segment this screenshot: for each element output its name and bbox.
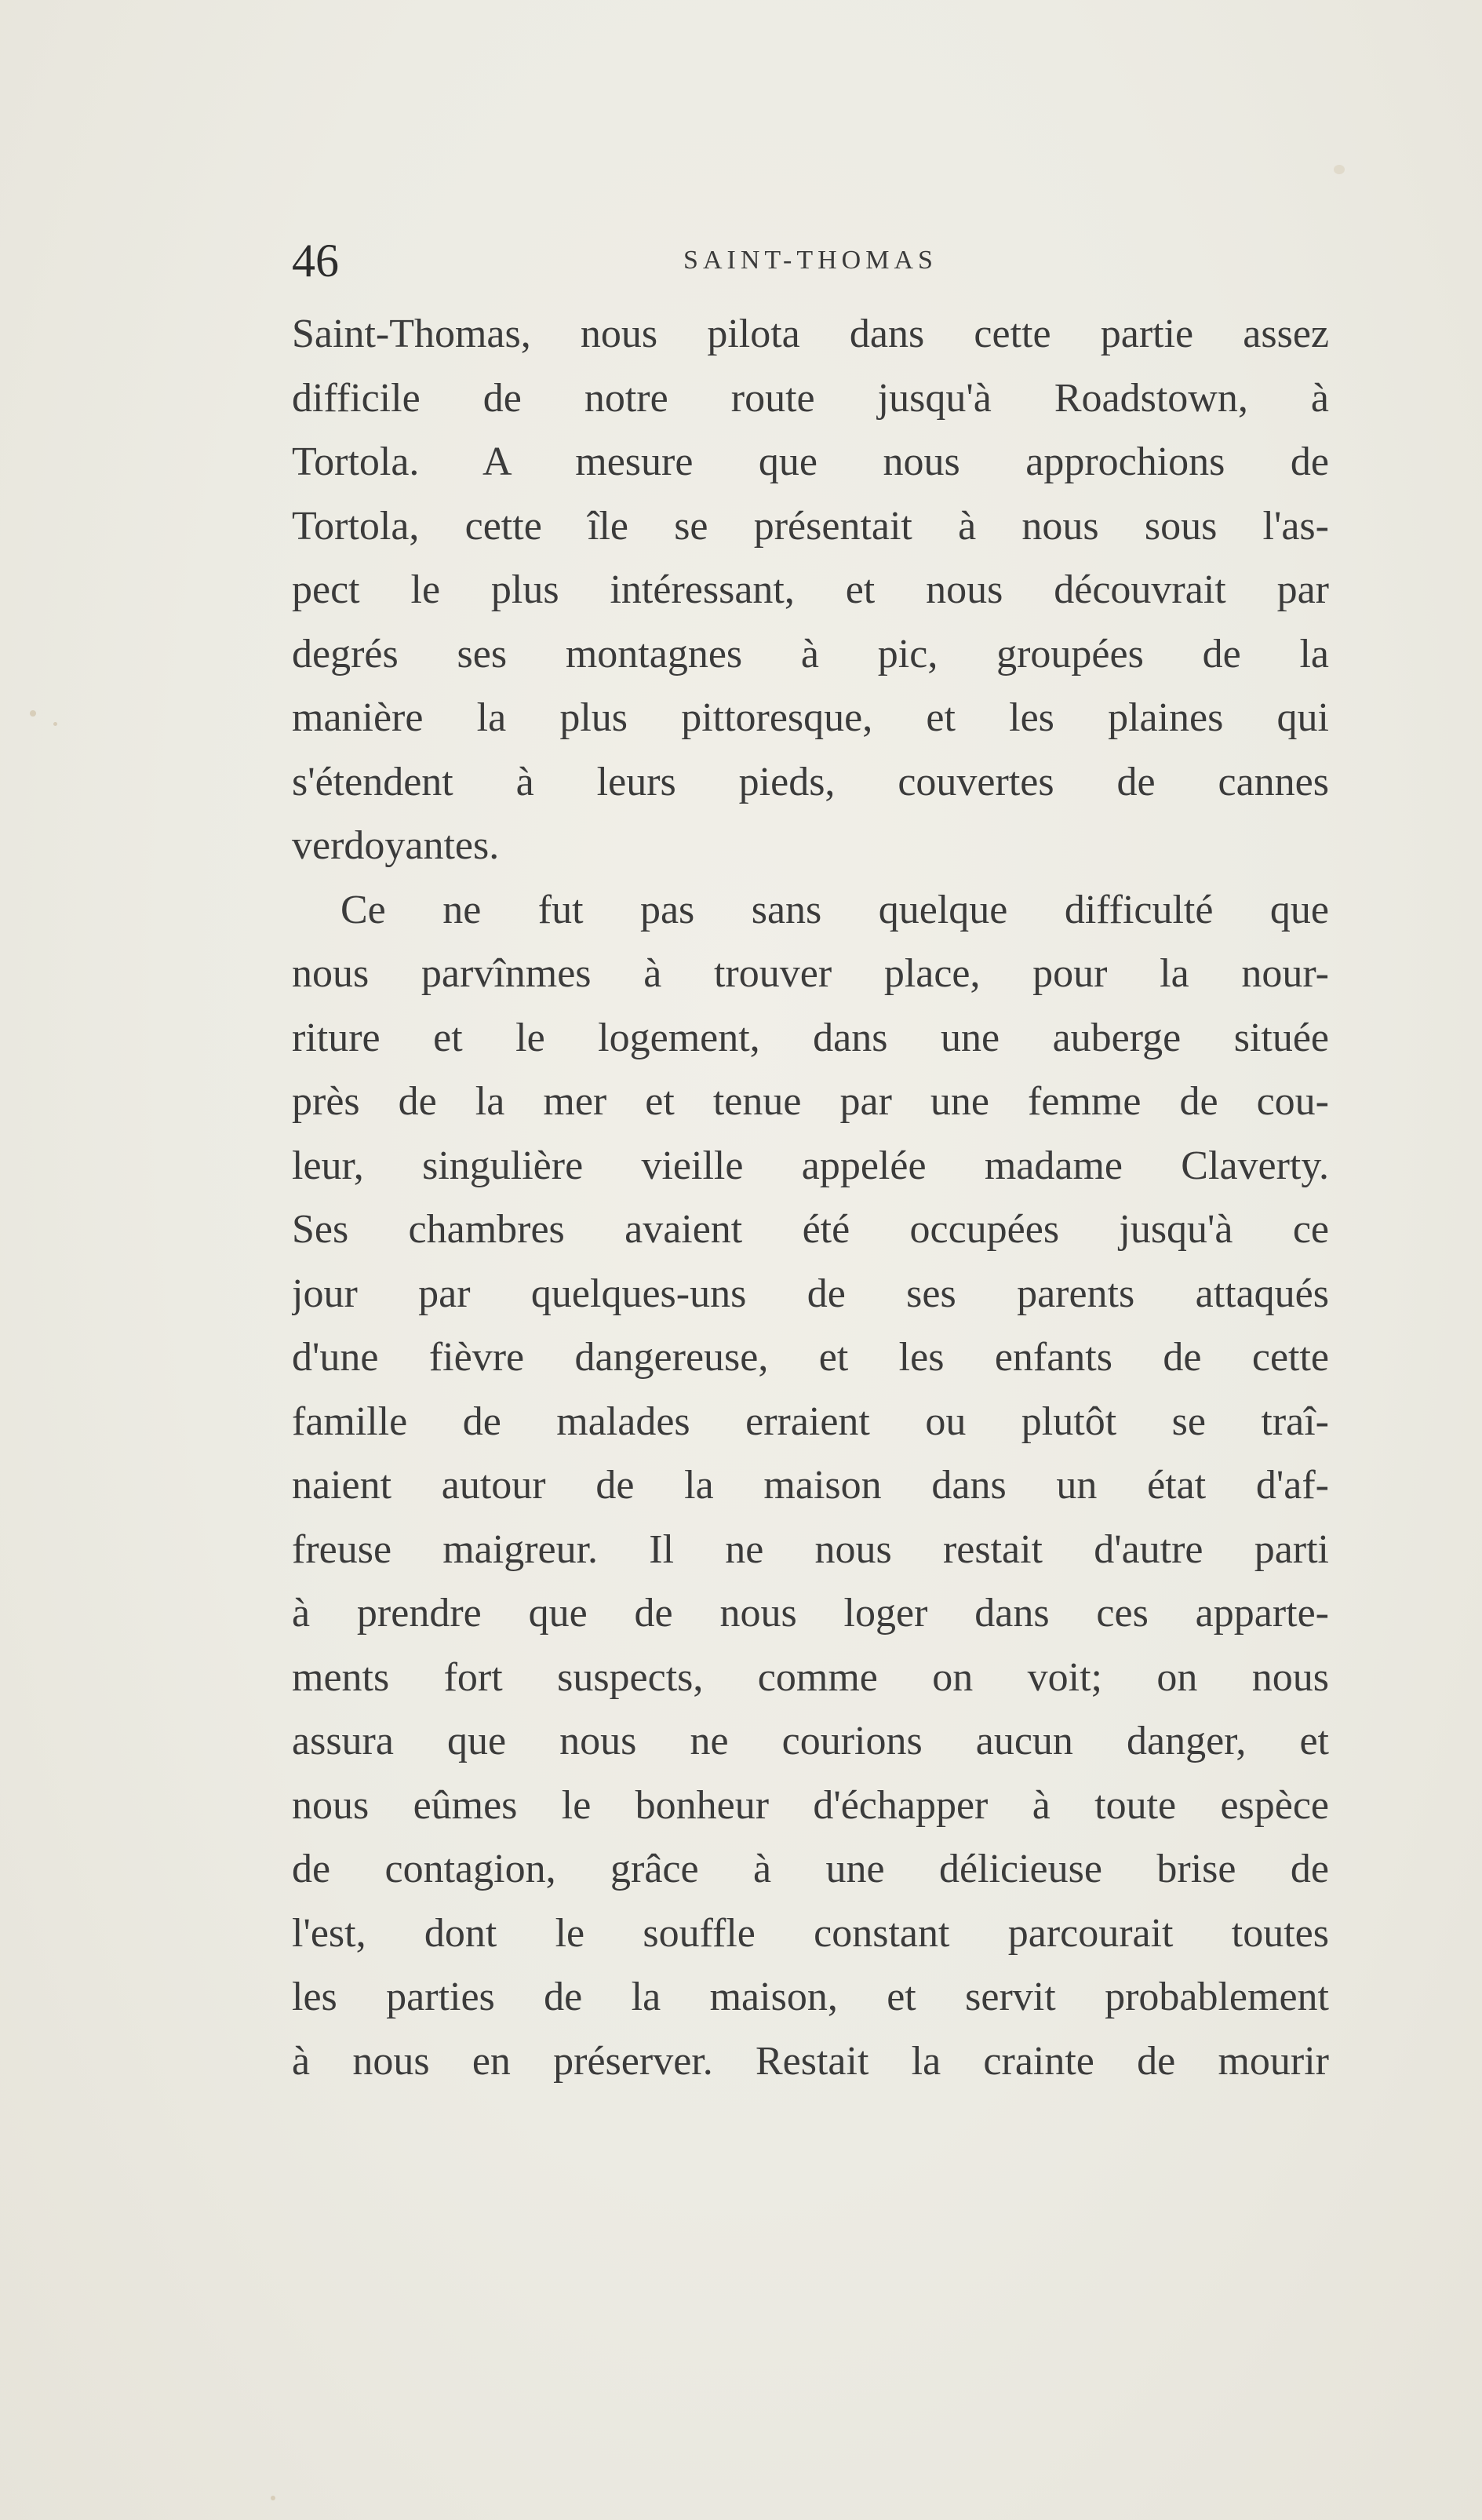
text-line: nous parvînmes à trouver place, pour la nour- <box>292 951 1329 996</box>
page-header <box>292 229 1329 292</box>
text-line: pect le plus intéressant, et nous découvrait par <box>292 567 1329 612</box>
text-line: à prendre que de nous loger dans ces apparte- <box>292 1591 1329 1636</box>
text-line: de contagion, grâce à une délicieuse brise de <box>292 1847 1329 1891</box>
running-head: SAINT-THOMAS <box>683 246 938 275</box>
text-line: d'une fièvre dangereuse, et les enfants de cette <box>292 1335 1329 1380</box>
text-line: Ses chambres avaient été occupées jusqu'à ce <box>292 1207 1329 1252</box>
text-line: près de la mer et tenue par une femme de cou- <box>292 1079 1329 1124</box>
text-line: ments fort suspects, comme on voit; on nous <box>292 1654 1329 1700</box>
paper-speck <box>271 2496 275 2500</box>
text-line: Saint-Thomas, nous pilota dans cette partie assez <box>292 312 1329 356</box>
text-line: assura que nous ne courions aucun danger, et <box>292 1719 1329 1763</box>
text-line: à nous en préserver. Restait la crainte de mourir <box>292 2038 1329 2084</box>
text-line: riture et le logement, dans une auberge située <box>292 1015 1329 1060</box>
text-line: Tortola, cette île se présentait à nous sous l'as- <box>292 503 1329 549</box>
text-line: naient autour de la maison dans un état d'af- <box>292 1463 1329 1508</box>
paper-speck <box>1334 165 1345 174</box>
text-line: s'étendent à leurs pieds, couvertes de cannes <box>292 759 1329 804</box>
text-line: manière la plus pittoresque, et les plaines qui <box>292 695 1329 740</box>
paper-speck <box>30 710 36 717</box>
body-text <box>292 302 1329 2093</box>
text-line: difficile de notre route jusqu'à Roadstown, à <box>292 375 1329 421</box>
text-line: jour par quelques-uns de ses parents attaqués <box>292 1271 1329 1316</box>
text-line: l'est, dont le souffle constant parcourait toutes <box>292 1910 1329 1956</box>
paragraph-start-line: Ce ne fut pas sans quelque difficulté que <box>340 887 1329 932</box>
text-line: les parties de la maison, et servit probablement <box>292 1975 1329 2019</box>
page-number: 46 <box>292 235 339 286</box>
paper-speck <box>53 722 57 726</box>
text-line: famille de malades erraient ou plutôt se traî- <box>292 1399 1329 1444</box>
text-line: degrés ses montagnes à pic, groupées de la <box>292 631 1329 676</box>
text-line: leur, singulière vieille appelée madame Claverty. <box>292 1143 1329 1188</box>
text-line: freuse maigreur. Il ne nous restait d'autre parti <box>292 1526 1329 1572</box>
text-line: nous eûmes le bonheur d'échapper à toute espèce <box>292 1782 1329 1828</box>
text-line: Tortola. A mesure que nous approchions de <box>292 439 1329 484</box>
text-line: verdoyantes. <box>292 823 500 868</box>
